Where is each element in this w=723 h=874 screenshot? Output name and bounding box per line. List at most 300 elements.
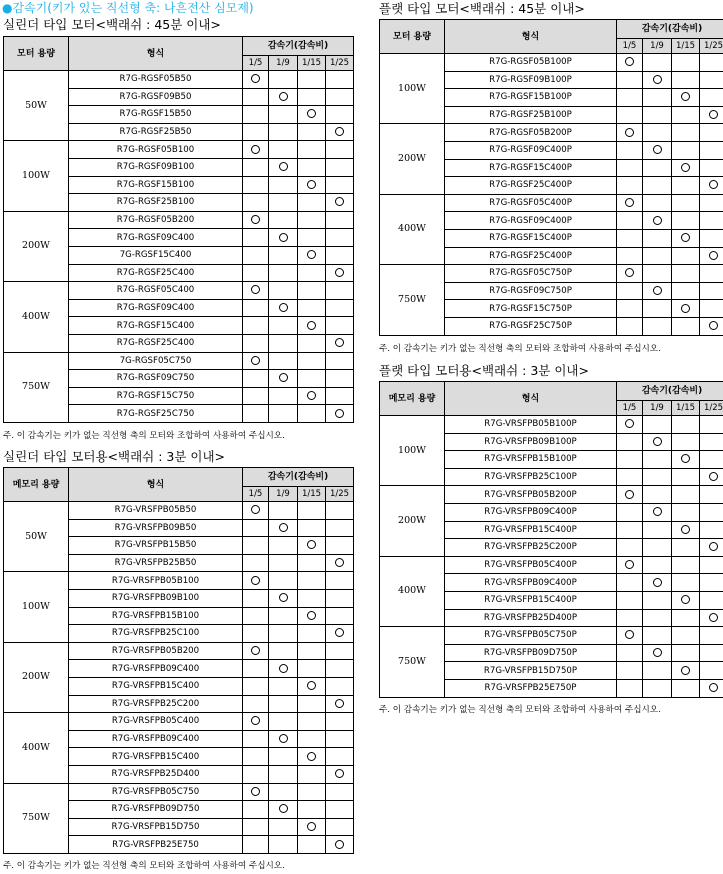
ratio-cell <box>672 282 700 300</box>
ratio-cell <box>643 468 672 486</box>
model-cell: R7G-VRSFPB09D750 <box>69 801 243 819</box>
ratio-cell <box>643 662 672 680</box>
ratio-cell <box>243 176 269 194</box>
ratio-cell <box>326 625 354 643</box>
ratio-cell <box>243 519 269 537</box>
ratio-cell <box>269 88 298 106</box>
ratio-cell <box>298 282 326 300</box>
model-cell: R7G-VRSFPB05B50 <box>69 502 243 520</box>
model-cell: R7G-VRSFPB05B200P <box>445 486 617 504</box>
ratio-cell <box>617 451 643 469</box>
model-cell: R7G-RGSF25C750 <box>69 405 243 423</box>
ratio-cell <box>243 783 269 801</box>
capacity-header: 메모리 용량 <box>380 382 445 416</box>
ratio-cell <box>643 89 672 107</box>
ratio-cell <box>298 71 326 89</box>
ratio-cell <box>700 644 723 662</box>
ratio-cell <box>326 264 354 282</box>
ratio-cell <box>326 572 354 590</box>
ratio-cell <box>269 765 298 783</box>
model-cell: R7G-VRSFPB15B100 <box>69 607 243 625</box>
model-cell: R7G-VRSFPB05C750P <box>445 627 617 645</box>
ratio-cell <box>672 416 700 434</box>
ratio-cell <box>643 54 672 72</box>
ratio-cell <box>243 818 269 836</box>
ratio-cell <box>672 451 700 469</box>
ratio-cell <box>700 486 723 504</box>
ratio-cell <box>326 818 354 836</box>
availability-circle-icon <box>307 752 316 761</box>
ratio-cell <box>269 246 298 264</box>
ratio-cell <box>269 71 298 89</box>
availability-circle-icon <box>279 373 288 382</box>
ratio-cell <box>326 765 354 783</box>
ratio-cell <box>243 589 269 607</box>
ratio-cell <box>700 89 723 107</box>
ratio-cell <box>700 539 723 557</box>
ratio-cell <box>672 627 700 645</box>
capacity-cell: 200W <box>380 124 445 194</box>
ratio-cell <box>700 265 723 283</box>
ratio-cell <box>243 123 269 141</box>
table-row <box>380 416 723 434</box>
model-cell: 7G-RGSF15C400 <box>69 246 243 264</box>
ratio-cell <box>243 106 269 124</box>
ratio-cell <box>298 299 326 317</box>
model-cell: R7G-VRSFPB25C200 <box>69 695 243 713</box>
table-row <box>380 627 723 645</box>
ratio-cell <box>326 88 354 106</box>
ratio-cell <box>326 502 354 520</box>
ratio-cell <box>617 229 643 247</box>
model-header: 형식 <box>445 20 617 54</box>
model-cell: R7G-RGSF15C750 <box>69 387 243 405</box>
model-cell: R7G-RGSF09C400 <box>69 299 243 317</box>
ratio-cell <box>298 352 326 370</box>
ratio-cell <box>298 502 326 520</box>
ratio-cell <box>298 677 326 695</box>
ratio-cell <box>672 177 700 195</box>
ratio-cell <box>269 748 298 766</box>
ratio-cell <box>617 54 643 72</box>
ratio-cell <box>269 660 298 678</box>
ratio-cell <box>700 591 723 609</box>
availability-circle-icon <box>251 74 260 83</box>
model-cell: R7G-RGSF09B50 <box>69 88 243 106</box>
model-cell: R7G-RGSF25C750P <box>445 317 617 335</box>
ratio-cell <box>700 159 723 177</box>
ratio-cell <box>243 642 269 660</box>
ratio-cell <box>298 106 326 124</box>
ratio-cell <box>269 730 298 748</box>
table-row <box>4 502 354 520</box>
ratio-cell <box>700 247 723 265</box>
availability-circle-icon <box>307 321 316 330</box>
model-cell: R7G-RGSF05C750P <box>445 265 617 283</box>
ratio-cell <box>243 572 269 590</box>
ratio-cell <box>617 247 643 265</box>
availability-circle-icon <box>279 664 288 673</box>
note-cylinder-45: 주. 이 감속기는 키가 없는 직선형 축의 모터와 조합하여 사용하여 주십시오. <box>3 431 285 441</box>
ratio-cell <box>243 158 269 176</box>
ratio-cell <box>326 554 354 572</box>
capacity-cell: 400W <box>4 282 69 352</box>
ratio-cell <box>298 158 326 176</box>
availability-circle-icon <box>335 628 344 637</box>
availability-circle-icon <box>251 505 260 514</box>
ratio-cell <box>672 194 700 212</box>
ratio-cell <box>269 317 298 335</box>
ratio-cell <box>243 554 269 572</box>
ratio-cell <box>269 176 298 194</box>
ratio-cell <box>269 387 298 405</box>
ratio-cell <box>700 574 723 592</box>
model-cell: R7G-VRSFPB25C100 <box>69 625 243 643</box>
ratio-cell <box>617 662 643 680</box>
availability-circle-icon <box>653 286 662 295</box>
ratio-cell <box>298 405 326 423</box>
ratio-cell <box>643 679 672 697</box>
ratio-header-cell: 1/5 <box>243 56 269 71</box>
availability-circle-icon <box>709 321 718 330</box>
model-cell: R7G-VRSFPB05B200 <box>69 642 243 660</box>
ratio-cell <box>672 539 700 557</box>
ratio-header-cell: 1/25 <box>700 401 723 416</box>
note-flat-3: 주. 이 감속기는 키가 없는 직선형 축의 모터와 조합하여 사용하여 주십시오. <box>379 705 661 715</box>
ratio-cell <box>269 194 298 212</box>
availability-circle-icon <box>653 216 662 225</box>
ratio-cell <box>700 679 723 697</box>
ratio-cell <box>298 695 326 713</box>
capacity-cell: 100W <box>380 416 445 486</box>
availability-circle-icon <box>251 576 260 585</box>
model-cell: R7G-RGSF15C400 <box>69 317 243 335</box>
availability-circle-icon <box>307 250 316 259</box>
ratio-cell <box>643 71 672 89</box>
ratio-cell <box>269 158 298 176</box>
model-cell: R7G-RGSF05C400P <box>445 194 617 212</box>
ratio-header-cell: 1/25 <box>326 487 354 502</box>
ratio-cell <box>700 521 723 539</box>
ratio-header-cell: 1/9 <box>643 401 672 416</box>
ratio-cell <box>243 677 269 695</box>
ratio-cell <box>326 642 354 660</box>
ratio-cell <box>643 556 672 574</box>
ratio-cell <box>700 503 723 521</box>
model-cell: R7G-VRSFPB05B100 <box>69 572 243 590</box>
ratio-cell <box>298 783 326 801</box>
ratio-header-cell: 1/25 <box>326 56 354 71</box>
model-cell: R7G-VRSFPB15C400 <box>69 677 243 695</box>
ratio-cell <box>643 451 672 469</box>
ratio-cell <box>617 106 643 124</box>
ratio-cell <box>617 591 643 609</box>
ratio-cell <box>617 282 643 300</box>
availability-circle-icon <box>625 268 634 277</box>
model-cell: R7G-RGSF15B100P <box>445 89 617 107</box>
ratio-cell <box>700 627 723 645</box>
ratio-cell <box>326 730 354 748</box>
ratio-cell <box>298 370 326 388</box>
model-cell: R7G-VRSFPB09C400P <box>445 503 617 521</box>
ratio-cell <box>298 194 326 212</box>
capacity-cell: 100W <box>380 54 445 124</box>
table-row <box>380 486 723 504</box>
ratio-cell <box>617 644 643 662</box>
table-row <box>4 783 354 801</box>
ratio-cell <box>700 194 723 212</box>
ratio-cell <box>298 801 326 819</box>
header-row <box>4 468 354 487</box>
model-cell: R7G-RGSF15C400P <box>445 159 617 177</box>
ratio-cell <box>643 300 672 318</box>
ratio-cell <box>672 521 700 539</box>
model-cell: R7G-RGSF05C400 <box>69 282 243 300</box>
ratio-cell <box>672 124 700 142</box>
availability-circle-icon <box>653 648 662 657</box>
ratio-cell <box>269 282 298 300</box>
ratio-cell <box>269 502 298 520</box>
ratio-cell <box>643 591 672 609</box>
table-row <box>4 141 354 159</box>
ratio-cell <box>326 106 354 124</box>
model-cell: R7G-VRSFPB15C400P <box>445 521 617 539</box>
availability-circle-icon <box>625 630 634 639</box>
model-header: 형식 <box>69 468 243 502</box>
ratio-cell <box>672 433 700 451</box>
ratio-cell <box>672 247 700 265</box>
ratio-cell <box>617 124 643 142</box>
ratio-cell <box>298 246 326 264</box>
model-cell: R7G-VRSFPB25C200P <box>445 539 617 557</box>
ratio-cell <box>243 502 269 520</box>
ratio-cell <box>326 607 354 625</box>
availability-circle-icon <box>307 109 316 118</box>
ratio-cell <box>672 265 700 283</box>
section-title-cylinder-3: 실린더 타입 모터용<백래쉬 : 3분 이내> <box>3 449 226 464</box>
model-cell: R7G-VRSFPB09C400 <box>69 730 243 748</box>
table-row <box>4 211 354 229</box>
ratio-cell <box>269 370 298 388</box>
model-cell: R7G-RGSF25C400P <box>445 247 617 265</box>
ratio-cell <box>672 212 700 230</box>
ratio-cell <box>269 607 298 625</box>
ratio-cell <box>643 229 672 247</box>
model-cell: R7G-RGSF05B100 <box>69 141 243 159</box>
ratio-header-cell: 1/15 <box>672 401 700 416</box>
ratio-cell <box>643 486 672 504</box>
capacity-cell: 750W <box>380 627 445 697</box>
ratio-cell <box>269 352 298 370</box>
ratio-cell <box>643 433 672 451</box>
section-title-flat-3: 플랫 타입 모터용<백래쉬 : 3분 이내> <box>379 363 589 378</box>
ratio-cell <box>700 451 723 469</box>
ratio-cell <box>672 662 700 680</box>
model-cell: R7G-VRSFPB15C400P <box>445 591 617 609</box>
ratio-cell <box>617 521 643 539</box>
ratio-cell <box>269 677 298 695</box>
ratio-cell <box>672 591 700 609</box>
ratio-cell <box>326 660 354 678</box>
ratio-cell <box>243 317 269 335</box>
availability-circle-icon <box>653 145 662 154</box>
ratio-cell <box>326 370 354 388</box>
availability-circle-icon <box>335 699 344 708</box>
ratio-cell <box>700 106 723 124</box>
table-row <box>4 642 354 660</box>
availability-circle-icon <box>279 523 288 532</box>
availability-circle-icon <box>307 681 316 690</box>
availability-circle-icon <box>625 419 634 428</box>
capacity-cell: 200W <box>4 642 69 712</box>
table-row <box>380 556 723 574</box>
availability-circle-icon <box>279 734 288 743</box>
ratio-cell <box>298 642 326 660</box>
ratio-cell <box>700 662 723 680</box>
ratio-cell <box>617 679 643 697</box>
table-row <box>4 572 354 590</box>
availability-circle-icon <box>251 215 260 224</box>
ratio-cell <box>672 679 700 697</box>
model-cell: R7G-RGSF09B100P <box>445 71 617 89</box>
availability-circle-icon <box>681 666 690 675</box>
ratio-cell <box>326 589 354 607</box>
availability-circle-icon <box>279 233 288 242</box>
availability-circle-icon <box>335 769 344 778</box>
ratio-cell <box>643 247 672 265</box>
note-flat-45: 주. 이 감속기는 키가 없는 직선형 축의 모터와 조합하여 사용하여 주십시오. <box>379 344 661 354</box>
capacity-cell: 200W <box>4 211 69 281</box>
ratio-cell <box>643 265 672 283</box>
ratio-header-cell: 1/5 <box>617 401 643 416</box>
availability-circle-icon <box>251 356 260 365</box>
ratio-cell <box>243 246 269 264</box>
ratio-cell <box>298 211 326 229</box>
ratio-cell <box>243 660 269 678</box>
ratio-cell <box>617 212 643 230</box>
model-cell: R7G-VRSFPB09D750P <box>445 644 617 662</box>
capacity-cell: 400W <box>380 556 445 626</box>
ratio-cell <box>617 71 643 89</box>
ratio-cell <box>298 176 326 194</box>
ratio-cell <box>700 71 723 89</box>
ratio-cell <box>617 433 643 451</box>
availability-circle-icon <box>681 595 690 604</box>
ratio-cell <box>243 88 269 106</box>
table-row <box>380 194 723 212</box>
header-row <box>4 37 354 56</box>
table-row <box>4 282 354 300</box>
model-cell: R7G-VRSFPB25C100P <box>445 468 617 486</box>
ratio-cell <box>617 468 643 486</box>
ratio-cell <box>269 554 298 572</box>
model-cell: R7G-RGSF25B100P <box>445 106 617 124</box>
model-cell: R7G-RGSF09C400 <box>69 229 243 247</box>
ratio-cell <box>672 71 700 89</box>
model-cell: R7G-VRSFPB25B50 <box>69 554 243 572</box>
model-cell: R7G-VRSFPB15C400 <box>69 748 243 766</box>
capacity-cell: 100W <box>4 572 69 642</box>
availability-circle-icon <box>335 840 344 849</box>
ratio-cell <box>643 503 672 521</box>
ratio-cell <box>672 159 700 177</box>
model-cell: R7G-RGSF25C400P <box>445 177 617 195</box>
ratio-cell <box>700 177 723 195</box>
ratio-cell <box>326 836 354 854</box>
ratio-cell <box>700 609 723 627</box>
ratio-cell <box>243 387 269 405</box>
ratio-cell <box>617 416 643 434</box>
ratio-cell <box>243 370 269 388</box>
ratio-cell <box>326 141 354 159</box>
ratio-cell <box>326 387 354 405</box>
ratio-cell <box>672 106 700 124</box>
availability-circle-icon <box>625 198 634 207</box>
availability-circle-icon <box>251 285 260 294</box>
ratio-cell <box>269 264 298 282</box>
ratio-cell <box>672 300 700 318</box>
ratio-cell <box>617 627 643 645</box>
ratio-cell <box>617 194 643 212</box>
ratio-cell <box>298 607 326 625</box>
ratio-cell <box>326 713 354 731</box>
ratio-cell <box>269 141 298 159</box>
model-cell: R7G-VRSFPB05C750 <box>69 783 243 801</box>
ratio-cell <box>617 609 643 627</box>
ratio-cell <box>298 387 326 405</box>
ratio-cell <box>243 282 269 300</box>
ratio-cell <box>643 124 672 142</box>
model-cell: R7G-RGSF09C750P <box>445 282 617 300</box>
availability-circle-icon <box>681 454 690 463</box>
availability-circle-icon <box>653 578 662 587</box>
availability-circle-icon <box>625 490 634 499</box>
ratio-cell <box>700 282 723 300</box>
ratio-cell <box>700 124 723 142</box>
model-cell: R7G-VRSFPB05C400P <box>445 556 617 574</box>
ratio-cell <box>643 141 672 159</box>
note-cylinder-3: 주. 이 감속기는 키가 없는 직선형 축의 모터와 조합하여 사용하여 주십시오. <box>3 861 285 871</box>
availability-circle-icon <box>279 804 288 813</box>
ratio-cell <box>617 300 643 318</box>
ratio-cell <box>326 677 354 695</box>
ratio-cell <box>326 537 354 555</box>
ratio-cell <box>269 405 298 423</box>
ratio-cell <box>298 519 326 537</box>
ratio-cell <box>326 783 354 801</box>
model-cell: R7G-RGSF15C750P <box>445 300 617 318</box>
ratio-cell <box>326 282 354 300</box>
availability-circle-icon <box>625 57 634 66</box>
availability-circle-icon <box>709 542 718 551</box>
ratio-cell <box>617 141 643 159</box>
ratio-cell <box>298 317 326 335</box>
ratio-cell <box>243 730 269 748</box>
ratio-cell <box>243 194 269 212</box>
availability-circle-icon <box>653 507 662 516</box>
ratio-cell <box>672 486 700 504</box>
ratio-cell <box>243 607 269 625</box>
availability-circle-icon <box>251 145 260 154</box>
ratio-cell <box>243 405 269 423</box>
ratio-cell <box>643 416 672 434</box>
table-flat-3 <box>379 381 723 698</box>
ratio-cell <box>269 783 298 801</box>
ratio-cell <box>326 176 354 194</box>
ratio-cell <box>672 609 700 627</box>
ratio-cell <box>298 334 326 352</box>
ratio-header-cell: 1/25 <box>700 39 723 54</box>
